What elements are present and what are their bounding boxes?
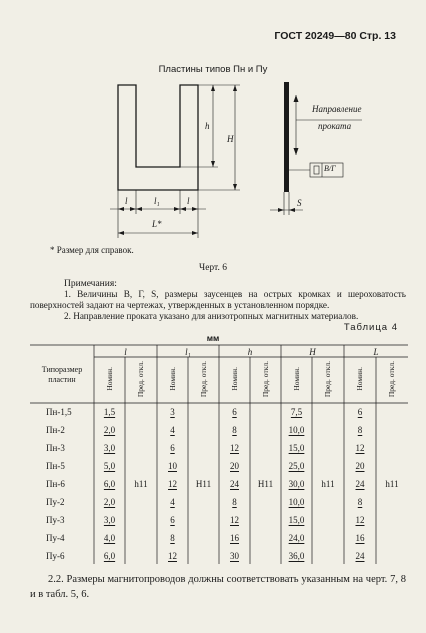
cell-H: 36,0 <box>288 551 305 561</box>
cell-h: 24 <box>230 479 239 489</box>
cell-l1: 6 <box>170 443 175 453</box>
cell-name: Пн-2 <box>46 425 65 435</box>
note-item-1: 1. Величины В, Г, S, размеры заусенцев на острых кромках и шероховатость поверхностей задают на чертежах, утвержденных в установленном порядке. <box>30 289 406 310</box>
cell-h: 8 <box>232 425 237 435</box>
page-header: ГОСТ 20249—80 Стр. 13 <box>274 30 396 42</box>
cell-L: 12 <box>355 443 365 453</box>
dim-l-label: l <box>125 196 128 206</box>
dim-S-label: S <box>297 198 302 208</box>
cell-L: 8 <box>357 497 363 507</box>
sub-dev: Пред. откл. <box>323 360 332 398</box>
cell-L: 12 <box>355 515 365 525</box>
col-group-l: l <box>124 346 127 357</box>
table-row <box>30 439 408 457</box>
table-row-header: Типоразмер пластин <box>41 364 83 384</box>
sub-nom: Номин. <box>167 367 177 391</box>
cell-h: 16 <box>230 533 239 543</box>
cell-h: 20 <box>230 461 239 471</box>
sub-dev: Пред. откл. <box>260 360 270 398</box>
cell-l: 2,0 <box>103 425 116 435</box>
cell-l: 6,0 <box>103 479 116 489</box>
cell-H: 10,0 <box>288 497 305 507</box>
cell-L: 6 <box>357 407 363 417</box>
cell-l: 3,0 <box>103 515 116 525</box>
cell-name: Пн-6 <box>46 479 65 489</box>
cell-h: 6 <box>232 407 237 417</box>
cell-l1: 12 <box>168 479 177 489</box>
dim-L-label: L* <box>152 219 162 229</box>
body-paragraph <box>30 572 406 602</box>
cell-name: Пн-3 <box>46 443 65 453</box>
figure-title: Пластины типов Пн и Пу <box>158 64 268 75</box>
dim-h-label: h <box>205 121 210 131</box>
cell-name: Пу-2 <box>46 497 65 507</box>
col-group-h: h <box>247 346 253 357</box>
cell-l1: 12 <box>168 551 177 561</box>
col-group-l1: l₁ <box>185 346 191 357</box>
footnote: * Размер для справок. <box>50 245 134 255</box>
tolerance-frame-label: B/Г <box>324 164 336 173</box>
cell-L: 20 <box>355 461 365 471</box>
table-unit: мм <box>206 333 220 343</box>
cell-l1: 8 <box>170 533 175 543</box>
sub-dev: Пред. откл. <box>136 360 145 398</box>
cell-l: 2,0 <box>103 497 116 507</box>
cell-H: 24,0 <box>288 533 305 543</box>
cell-h: 12 <box>230 443 239 453</box>
dim-l1-label: l₁ <box>154 196 160 206</box>
cell-deviation: h11 <box>385 479 399 489</box>
cell-l: 4,0 <box>103 533 116 543</box>
col-group-H: H <box>309 346 316 357</box>
direction-label-1: Направление <box>312 104 362 114</box>
dimensions-table <box>30 346 408 565</box>
cell-l1: 10 <box>168 461 177 471</box>
cell-l: 5,0 <box>103 461 116 471</box>
cell-l: 1,5 <box>103 407 116 417</box>
cell-L: 24 <box>355 551 365 561</box>
drawing-caption: Черт. 6 <box>199 263 227 273</box>
col-group-L: L <box>373 346 379 357</box>
cell-l: 6,0 <box>103 551 116 561</box>
dim-l-right-label: l <box>187 196 190 206</box>
table-row <box>30 547 408 565</box>
cell-l: 3,0 <box>103 443 116 453</box>
cell-deviation: h11 <box>321 479 335 489</box>
notes-title: Примечания: <box>64 279 117 289</box>
cell-h: 30 <box>230 551 239 561</box>
cell-l1: 6 <box>170 515 175 525</box>
table-row <box>30 421 408 439</box>
table-row <box>30 475 408 493</box>
cell-H: 10,0 <box>288 425 305 435</box>
table-row <box>30 493 408 511</box>
cell-h: 8 <box>232 497 237 507</box>
cell-l1: 4 <box>170 497 175 507</box>
cell-name: Пн-1,5 <box>46 407 72 417</box>
table-row <box>30 511 408 529</box>
cell-H: 15,0 <box>288 443 305 453</box>
note-item-2: 2. Направление проката указано для анизотропных магнитных материалов. <box>64 311 359 321</box>
sub-dev: Пред. откл. <box>387 360 396 398</box>
dim-H-label: H <box>227 134 234 144</box>
cell-deviation: H11 <box>257 479 274 489</box>
table-row <box>30 403 408 421</box>
cell-H: 15,0 <box>288 515 305 525</box>
table-row <box>30 457 408 475</box>
cell-L: 16 <box>355 533 365 543</box>
cell-L: 24 <box>355 479 365 489</box>
sub-nom: Номин. <box>355 367 364 391</box>
cell-H: 25,0 <box>288 461 305 471</box>
cell-H: 30,0 <box>288 479 305 489</box>
sub-dev: Пред. откл. <box>198 360 208 398</box>
cell-L: 8 <box>357 425 363 435</box>
table-caption: Таблица 4 <box>343 322 398 333</box>
cell-name: Пу-6 <box>46 551 65 561</box>
sub-nom: Номин. <box>229 367 239 391</box>
sub-nom: Номин. <box>104 367 114 391</box>
table-row <box>30 529 408 547</box>
sub-nom: Номин. <box>291 367 301 391</box>
cell-name: Пу-3 <box>46 515 65 525</box>
cell-l1: 4 <box>170 425 175 435</box>
body-paragraph-text: 2.2. Размеры магнитопроводов должны соответствовать указанным на черт. 7, 8 и в табл. 5, 6. <box>30 574 406 600</box>
cell-l1: 3 <box>170 407 175 417</box>
cell-name: Пу-4 <box>46 533 65 543</box>
cell-h: 12 <box>230 515 239 525</box>
cell-name: Пн-5 <box>46 461 65 471</box>
cell-deviation: h11 <box>134 479 148 489</box>
direction-label-2: проката <box>318 121 352 131</box>
cell-deviation: H11 <box>195 479 212 489</box>
cell-H: 7,5 <box>290 407 303 417</box>
